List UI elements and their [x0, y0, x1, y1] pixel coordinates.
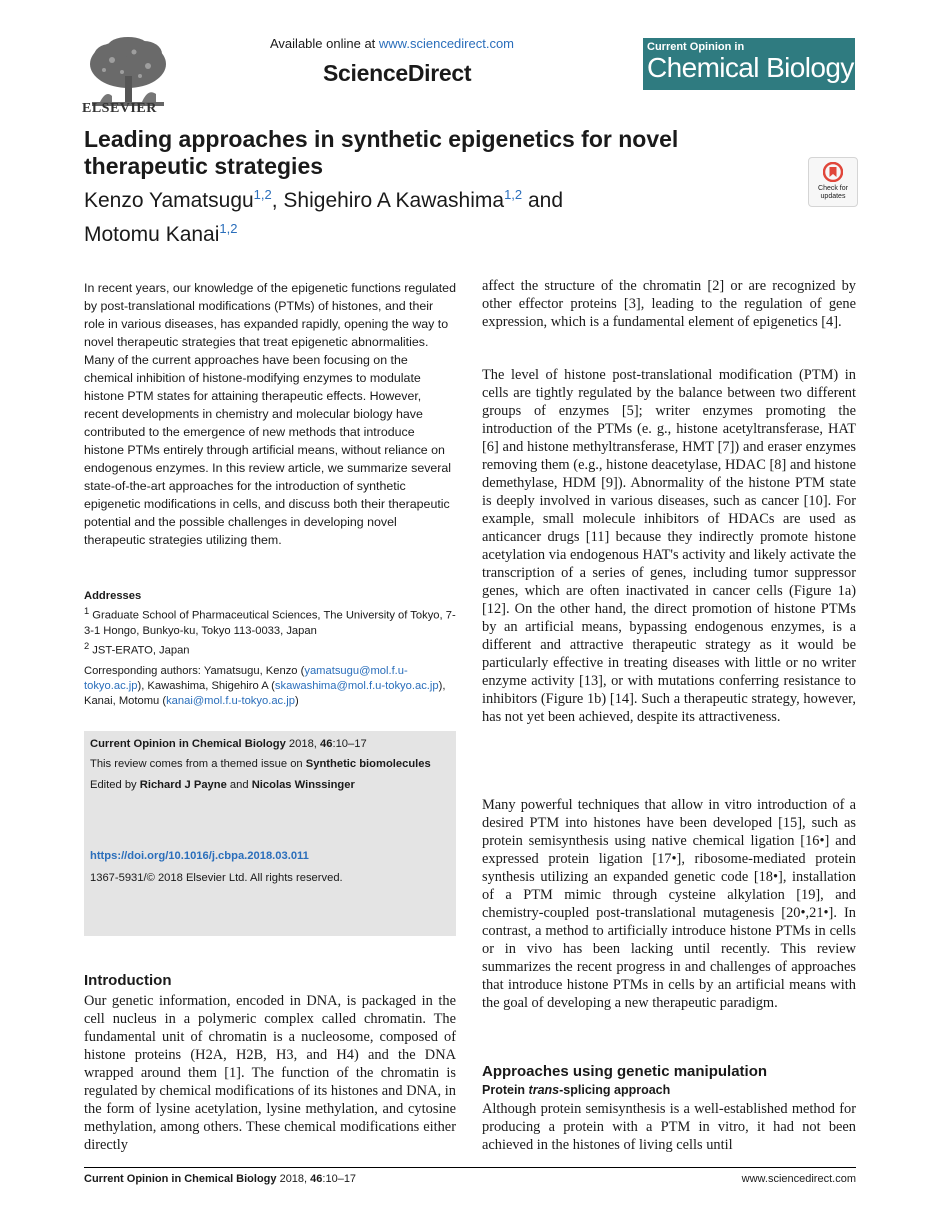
address-text: JST-ERATO, Japan [89, 644, 190, 657]
author-affiliation[interactable]: 1,2 [219, 221, 238, 236]
author-list [84, 181, 704, 249]
footer-rule [84, 1167, 856, 1168]
author-name: Shigehiro A Kawashima [283, 189, 505, 212]
address-number: 2 [84, 640, 90, 651]
journal-name: Current Opinion in Chemical Biology [90, 738, 286, 750]
footer-pages: :10–17 [322, 1173, 357, 1185]
paragraph-4: Although protein semisynthesis is a well-established method for producing a protein with a PTM in vitro, it had not been achieved in the histones of living cells until [482, 1101, 856, 1153]
footer-volume: 46 [310, 1173, 323, 1185]
footer-year: 2018, [276, 1173, 311, 1185]
citation-pages: :10–17 [332, 738, 367, 750]
platform-name: ScienceDirect [323, 60, 472, 86]
subheading-suffix: -splicing approach [559, 1083, 671, 1097]
article-info-box [84, 731, 456, 936]
address-number: 1 [84, 606, 90, 616]
address-text: Graduate School of Pharmaceutical Sciences, The University of Tokyo, 7-3-1 Hongo, Bunkyo-ku, Tokyo 113-0033, Japan [84, 609, 456, 637]
sciencedirect-link[interactable]: www.sciencedirect.com [378, 36, 515, 51]
introduction-heading: Introduction [84, 972, 172, 989]
corr-text: ) [294, 695, 299, 707]
abstract: In recent years, our knowledge of the epigenetic functions regulated by post-translational modifications (PTMs) of histones, and their role in various diseases, has expanded rapidly, opening the way to novel therapeutic strategies that treat epigenetic abnormalities. Many of the current approaches have been focusing on the chemical inhibition of histone-modifying enzymes to modulate histone PTM states for attaining therapeutic effects. However, recent developments in chemistry and molecular biology have contributed to the emergence of new methods that introduce histone PTMs entirely through artificial means, without reliance on endogenous enzymes. In this review article, we summarize several state-of-the-art approaches for the introduction of synthetic epigenetic modifications in cells, and discuss both their therapeutic potential and the possible challenges in developing novel therapeutic strategies utilizing them. [84, 281, 456, 547]
copyright-line: 1367-5931/© 2018 Elsevier Ltd. All rights reserved. [90, 872, 343, 884]
journal-banner [643, 38, 855, 90]
address-item [84, 604, 456, 639]
author-affiliation[interactable]: 1,2 [504, 187, 523, 202]
publisher-wordmark: ELSEVIER [82, 101, 157, 116]
subheading-prefix: Protein [482, 1083, 529, 1097]
citation-line [90, 738, 367, 750]
addresses [84, 589, 456, 658]
author-name: Motomu Kanai [84, 223, 220, 246]
subsection-heading [482, 1083, 670, 1097]
email-link[interactable]: kanai@mol.f.u-tokyo.ac.jp [166, 695, 295, 707]
corresponding-authors [84, 664, 456, 709]
article-title: Leading approaches in synthetic epigenetics for novel therapeutic strategies [84, 126, 679, 179]
introduction-text: Our genetic information, encoded in DNA, is packaged in the cell nucleus in a polymeric complex called chromatin. The fundamental unit of chromatin is a nucleosome, composed of histone proteins (H2A, H2B, H3, and H4) and the DNA wrapped around them [1]. The function of the chromatin is regulated by chemical modifications of its histones and DNA, in the form of lysine acetylation, lysine methylation, and cytosine methylation, among others. These chemical modifications either directly [84, 993, 456, 1153]
footer-journal: Current Opinion in Chemical Biology [84, 1173, 277, 1185]
addresses-heading: Addresses [84, 590, 142, 602]
footer-site-link[interactable]: www.sciencedirect.com [741, 1173, 856, 1185]
author-separator: , [271, 189, 284, 212]
corr-text: Corresponding authors: Yamatsugu, Kenzo ( [84, 665, 305, 677]
theme-prefix: This review comes from a themed issue on [90, 758, 306, 770]
check-for-updates-label: Check for updates [818, 185, 848, 200]
footer-citation [84, 1173, 356, 1185]
editor-name: Richard J Payne [139, 779, 227, 791]
bookmark-icon [823, 162, 843, 182]
subheading-italic: trans [528, 1083, 560, 1097]
address-item [84, 639, 456, 659]
corr-text: ), Kanai, Motomu ( [84, 680, 446, 707]
journal-banner-small: Current Opinion in [647, 41, 745, 53]
availability-line [270, 36, 514, 51]
section-heading: Approaches using genetic manipulation [482, 1063, 768, 1080]
editors-line [90, 779, 355, 791]
corr-text: ), Kawashima, Shigehiro A ( [137, 680, 275, 692]
doi-link[interactable]: https://doi.org/10.1016/j.cbpa.2018.03.011 [90, 850, 309, 862]
paragraph-2: The level of histone post-translational modification (PTM) in cells are tightly regulated by the balance between two different groups of enzymes [5]; writer enzymes promoting the introduction of the PTMs (e. g., histone acetyltransferase, HAT [6] and histone methyltransferase, HMT [7]) and eraser enzymes removing them (e.g., histone deacetylase, HDAC [8] and histone demethylase, HDM [9]). Abnormality of the histone PTM state is deeply involved in various diseases, such as cancer [10]. For example, small molecule inhibitors of HDACs are used as anticancer drugs [11] because they indirectly promote histone acetylation via endogenous HAT's activity and likely activate the transcription of a series of genes, including tumor suppressor genes, which are often inactivated in cancer cells (Figure 1a) [12]. On the other hand, the direct promotion of histone PTMs by an artificial means, bypassing endogenous enzymes, is a different and attractive therapeutic strategy as it would be particularly effective in treating diseases with little or no writer enzyme activity [13], or with mutations conferring resistance to inhibitors (Figure 1b) [14]. Such a therapeutic strategy, however, has not yet been achieved, despite its attractiveness. [482, 367, 856, 725]
citation-year: 2018, [285, 738, 321, 750]
availability-prefix: Available online at [270, 36, 379, 51]
editor-and: and [226, 779, 252, 791]
citation-volume: 46 [320, 738, 333, 750]
themed-issue-line [90, 758, 431, 770]
author-separator: and [522, 189, 564, 212]
check-for-updates-badge[interactable] [808, 157, 858, 207]
edited-prefix: Edited by [90, 779, 140, 791]
author-name: Kenzo Yamatsugu [84, 189, 254, 212]
author-affiliation[interactable]: 1,2 [253, 187, 272, 202]
paragraph-3: Many powerful techniques that allow in vitro introduction of a desired PTM into histones have been developed [15], such as protein semisynthesis using native chemical ligation [16•] and expressed protein ligation [17•], ribosome-mediated protein synthesis utilizing an expanded genetic code [18•], installation of a PTM mimic through cysteine alkylation [19], and chemistry-coupled post-translational mutagenesis [20•,21•]. In contrast, a method to artificially introduce histone PTMs in cells or in vivo has been lacking until recently. This review summarizes the recent progress in and challenges of approaches that introduce histone PTMs in cells by an artificial means with the goal of developing a new therapeutic paradigm. [482, 797, 856, 1011]
journal-banner-large: Chemical Biology [647, 52, 854, 83]
theme-name: Synthetic biomolecules [305, 758, 431, 770]
email-link[interactable]: yamatsugu@mol.f.u-tokyo.ac.jp [84, 665, 408, 692]
email-link[interactable]: skawashima@mol.f.u-tokyo.ac.jp [274, 680, 439, 692]
paragraph-1: affect the structure of the chromatin [2] or are recognized by other effector proteins [3], leading to the regulation of gene expression, which is a fundamental element of epigenetics [4]. [482, 278, 856, 330]
editor-name: Nicolas Winssinger [251, 779, 355, 791]
